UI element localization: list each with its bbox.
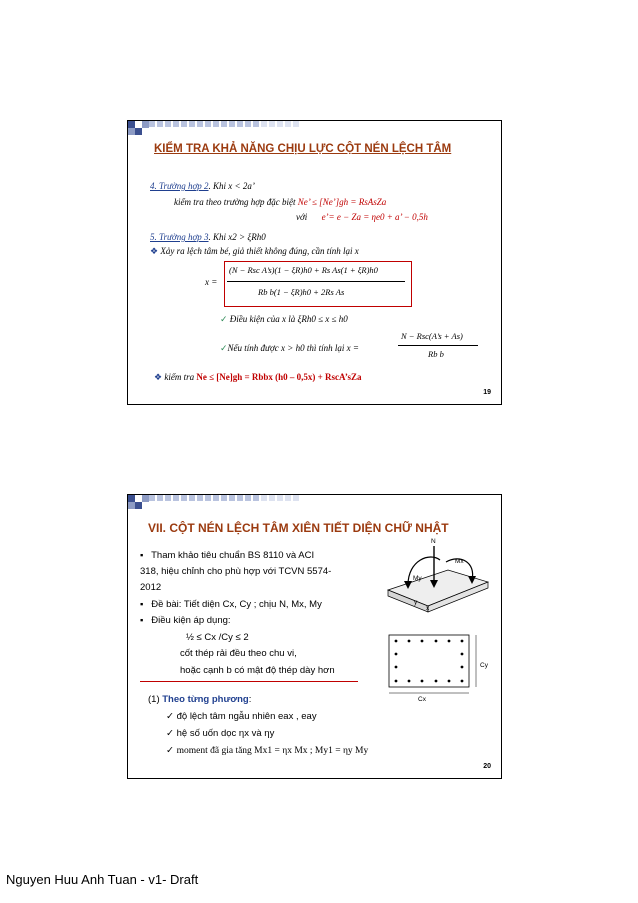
case2-where-line <box>296 212 428 222</box>
checkmark-icon: ✓ <box>166 711 174 722</box>
case2-where-label: với <box>296 212 308 222</box>
cross-section-figure <box>384 633 494 699</box>
case2-check-formula: Ne’ ≤ [Ne’]gh = RsAsZa <box>297 197 387 207</box>
check1-text: Điều kiện của x là ξRh0 ≤ x ≤ h0 <box>229 314 348 324</box>
item2 <box>166 728 274 739</box>
check2-line <box>220 343 359 354</box>
item2-text: hệ số uốn dọc ηx và ηy <box>176 728 275 739</box>
checkmark-icon: ✓ <box>166 728 174 739</box>
bullet2 <box>140 599 322 610</box>
fig-label-my: My <box>413 575 422 582</box>
slide-title: KIỂM TRA KHẢ NĂNG CHỊU LỰC CỘT NÉN LỆCH TÂM <box>154 143 452 155</box>
case3-bullet-text: Xảy ra lệch tâm bé, giả thiết không đúng, cần tính lại x <box>160 246 359 256</box>
check2-denominator: Rb b <box>428 349 444 359</box>
check2-numerator: N − Rsc(A’s + As) <box>401 331 463 341</box>
section-heading <box>148 694 251 705</box>
condition-ratio: ½ ≤ Cx /Cy ≤ 2 <box>186 632 249 643</box>
page-number: 20 <box>483 763 491 770</box>
section-colon: : <box>248 694 252 705</box>
check2-text: Nếu tính được x > h0 thì tính lại x = <box>227 343 359 353</box>
case2-check-text: kiểm tra theo trường hợp đặc biệt <box>174 197 298 207</box>
footer-text: Nguyen Huu Anh Tuan - v1- Draft <box>6 872 199 887</box>
check3-line <box>154 372 362 383</box>
case3-label: 5. Trường hợp 3 <box>150 232 209 242</box>
case3-bullet <box>150 246 359 257</box>
item3 <box>166 745 368 756</box>
bullet1-continued: 318, hiệu chỉnh cho phù hợp với TCVN 5574- <box>140 566 332 577</box>
bullet3 <box>140 615 231 626</box>
square-bullet-icon: ▪ <box>140 615 144 626</box>
item1-text: độ lệch tâm ngẫu nhiên eax , eay <box>176 711 317 722</box>
fig-label-y: y <box>414 599 418 606</box>
checkmark-icon: ✓ <box>220 343 228 353</box>
slide-19 <box>127 120 502 405</box>
case3-condition: . Khi x2 > ξRh0 <box>208 232 266 242</box>
diamond-bullet-icon: ❖ <box>154 372 163 382</box>
case2-line <box>150 181 255 191</box>
bullet2-text: Đề bài: Tiết diện Cx, Cy ; chịu N, Mx, My <box>151 599 322 610</box>
page-number: 19 <box>483 389 491 396</box>
section-title: Theo từng phương <box>162 694 249 705</box>
case2-check-line <box>174 197 386 207</box>
formula-numerator: (N − Rsc A’s)(1 − ξR)h0 + Rs As(1 + ξR)h0 <box>229 265 378 275</box>
bullet3-text: Điều kiện áp dụng: <box>151 615 231 626</box>
slide-decoration <box>128 495 308 515</box>
case3-line <box>150 232 266 242</box>
square-bullet-icon: ▪ <box>140 599 144 610</box>
fig-label-mx: Mx <box>455 558 464 565</box>
condition-side: hoặc cạnh b có mật độ thép dày hơn <box>180 665 335 676</box>
check1-line <box>220 314 348 325</box>
condition-rebar: cốt thép rải đều theo chu vi, <box>180 648 297 659</box>
bullet1-continued-2: 2012 <box>140 582 162 593</box>
fig-label-cx: Cx <box>418 696 426 703</box>
item3-text: moment đã gia tăng Mx1 = ηx Mx ; My1 = ηy My <box>176 746 369 756</box>
slide-title: VII. CỘT NÉN LỆCH TÂM XIÊN TIẾT DIỆN CHỮ NHẬT <box>148 521 449 535</box>
square-bullet-icon: ▪ <box>140 550 144 561</box>
formula-lhs: x = <box>205 277 218 287</box>
fig-label-x: x <box>426 605 430 612</box>
item1 <box>166 711 317 722</box>
fig-label-n: N <box>431 538 436 545</box>
section-number: (1) <box>148 694 163 705</box>
check3-formula: Ne ≤ [Ne]gh = Rbbx (h0 – 0,5x) + RscA’sZa <box>196 372 362 382</box>
bullet1 <box>140 550 314 561</box>
formula-fraction-bar <box>227 281 405 282</box>
column-3d-figure <box>368 540 498 620</box>
bullet1-text: Tham khảo tiêu chuẩn BS 8110 và ACI <box>151 550 315 561</box>
divider-line <box>140 681 358 682</box>
case2-condition: . Khi x < 2a’ <box>208 181 255 191</box>
formula-denominator: Rb b(1 − ξR)h0 + 2Rs As <box>258 287 345 297</box>
diamond-bullet-icon: ❖ <box>150 246 159 256</box>
checkmark-icon: ✓ <box>166 745 174 756</box>
fig-label-cy: Cy <box>480 662 488 669</box>
checkmark-icon: ✓ <box>220 314 228 324</box>
check2-fraction-bar <box>398 345 478 346</box>
slide-decoration <box>128 121 308 141</box>
slide-20 <box>127 494 502 779</box>
case2-label: 4. Trường hợp 2 <box>150 181 209 191</box>
check3-text: kiểm tra <box>164 372 197 382</box>
case2-where-formula: e’= e − Za = ηe0 + a’ − 0,5h <box>321 212 428 222</box>
